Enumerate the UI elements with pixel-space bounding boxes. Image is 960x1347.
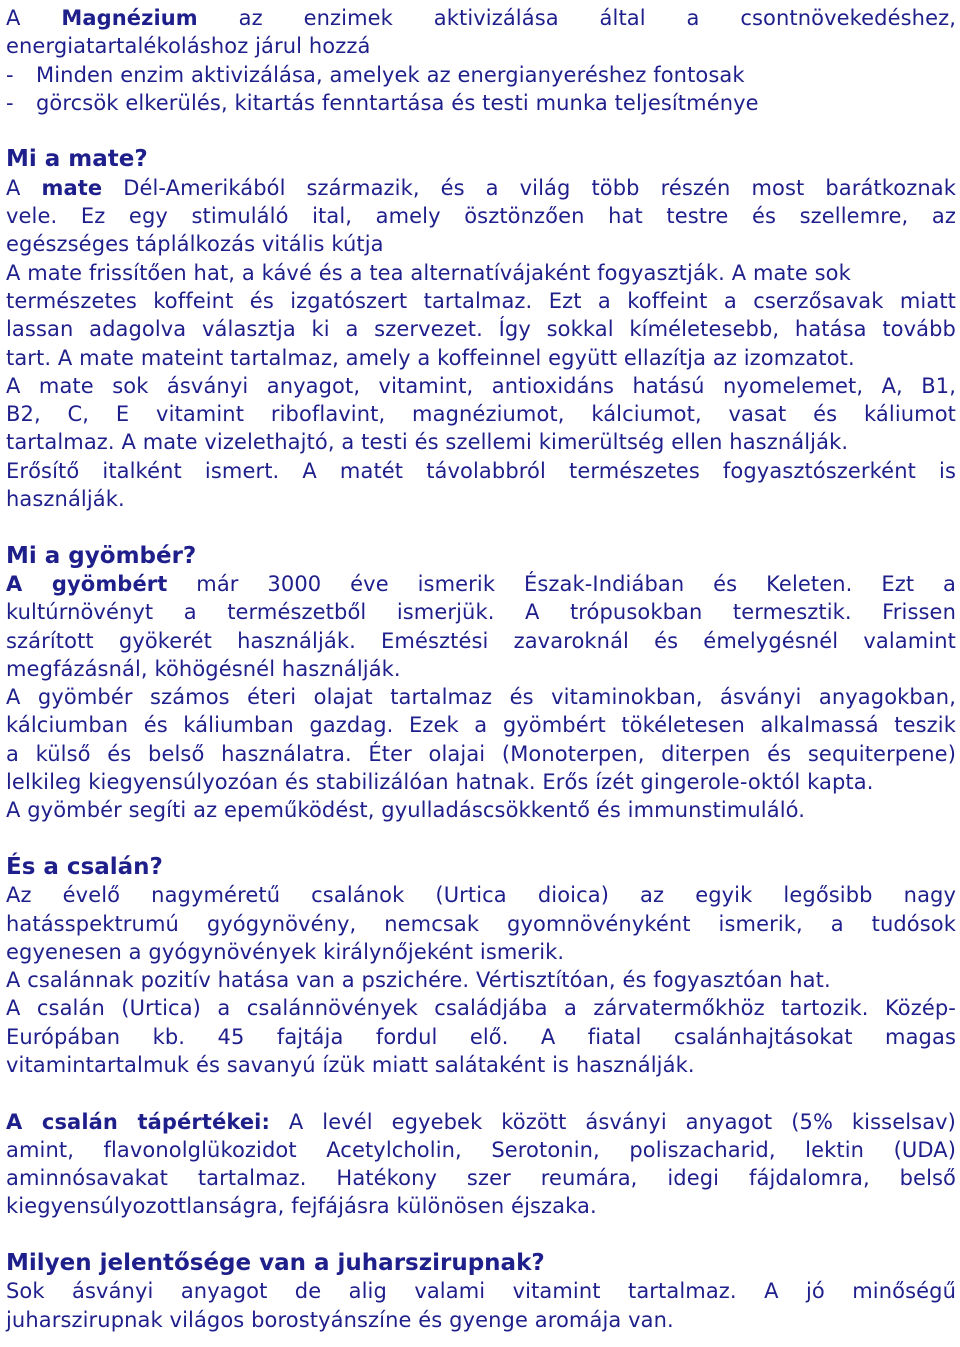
paragraph-line: vitamintartalmuk és savanyú ízük miatt salátaként is használják. [6,1052,695,1077]
paragraph-line: kultúrnövényt a természetből ismerjük. A trópusokban termesztik. Frissen [6,600,956,625]
document-page [6,4,956,1334]
bullet-marker: - [6,90,14,115]
paragraph-line: A gyömbér számos éteri olajat tartalmaz és vitaminokban, ásványi anyagokban, [6,685,956,710]
spacer [6,117,956,145]
paragraph-line: A mate frissítően hat, a kávé és a tea alternatívájaként fogyasztják. A mate sok [6,260,851,285]
paragraph-line: Az évelő nagyméretű csalánok (Urtica dioica) az egyik legősibb nagy [6,883,956,908]
paragraph-line [6,174,956,202]
paragraph-line [6,570,956,598]
bullet-item [6,61,956,89]
spacer [6,513,956,541]
paragraph-line: tart. A mate mateint tartalmaz, amely a koffeinnel együtt ellazítja az izomzatot. [6,345,855,370]
paragraph-line: használják. [6,487,125,512]
paragraph-line: A mate sok ásványi anyagot, vitamint, antioxidáns hatású nyomelemet, A, B1, [6,373,956,398]
magnesium-section [6,4,956,117]
paragraph-line: a külső és belső használatra. Éter olajai (Monoterpen, diterpen és sequiterpene) [6,741,956,766]
paragraph-line: kálciumban és káliumban gazdag. Ezek a gyömbért tökéletesen alkalmassá teszik [6,713,956,738]
maple-heading: Milyen jelentősége van a juharszirupnak? [6,1250,545,1277]
bold-term: A gyömbért [6,571,168,596]
paragraph-line: Sok ásványi anyagot de alig valami vitamint tartalmaz. A jó minőségű [6,1279,956,1304]
paragraph-line [6,1108,956,1136]
paragraph-line: lassan adagolva választja ki a szervezet. Így sokkal kíméletesebb, hatása tovább [6,317,956,342]
ginger-section [6,542,956,825]
spacer [6,825,956,853]
text-fragment: A [6,6,21,30]
paragraph-line: amint, flavonolglükozidot Acetylcholin, Serotonin, poliszacharid, lektin (UDA) [6,1137,956,1162]
bullet-text: görcsök elkerülés, kitartás fenntartása és testi munka teljesítménye [36,90,759,115]
paragraph-line: lelkileg kiegyensúlyozóan és stabilizálóan hatnak. Erős ízét gingerole-októl kapta. [6,770,874,795]
paragraph-line: aminnósavakat tartalmaz. Hatékony szer reumára, idegi fájdalomra, belső [6,1166,956,1191]
text-fragment: A [6,175,42,200]
bold-term: A csalán tápértékei: [6,1109,270,1134]
text-fragment: már 3000 éve ismerik Észak-Indiában és Keleten. Ezt a [167,571,957,596]
paragraph-line: szárított gyökerét használják. Emésztési zavaroknál és émelygésnél valamint [6,628,956,653]
bullet-item [6,89,956,117]
text-fragment: A levél egyebek között ásványi anyagot (5% kisselsav) [269,1109,956,1134]
magnesium-intro-line-2: energiatartalékoláshoz járul hozzá [6,34,371,59]
paragraph-line: természetes koffeint és izgatószert tartalmaz. Ezt a koffeint a cserzősavak miatt [6,288,956,313]
bullet-text: Minden enzim aktivizálása, amelyek az energianyeréshez fontosak [36,62,745,87]
text-fragment: Dél-Amerikából származik, és a világ több részén most barátkoznak [102,175,956,200]
paragraph-line: vele. Ez egy stimuláló ital, amely ösztönzően hat testre és szellemre, az [6,204,956,229]
paragraph-line: egyenesen a gyógynövények királynőjeként ismerik. [6,939,565,964]
paragraph-line: B2, C, E vitamint riboflavint, magnéziumot, kálciumot, vasat és káliumot [6,402,956,427]
mate-section [6,145,956,513]
nettle-heading: És a csalán? [6,853,163,880]
paragraph-line: Európában kb. 45 fajtája fordul elő. A fiatal csalánhajtásokat magas [6,1024,956,1049]
paragraph-line: egészséges táplálkozás vitális kútja [6,232,384,257]
paragraph-line: tartalmaz. A mate vizelethajtó, a testi és szellemi kimerültség ellen használják. [6,430,849,455]
paragraph-line: A gyömbér segíti az epeműködést, gyulladáscsökkentő és immunstimuláló. [6,798,805,823]
paragraph-line: megfázásnál, köhögésnél használják. [6,656,401,681]
paragraph-line: hatásspektrumú gyógynövény, nemcsak gyomnövényként ismerik, a tudósok [6,911,956,936]
magnesium-term: Magnézium [61,6,198,30]
paragraph-line: kiegyensúlyozottlanságra, fejfájásra különösen éjszaka. [6,1194,597,1219]
spacer [6,1221,956,1249]
paragraph-line: A csalánnak pozitív hatása van a pszichére. Vértisztítóan, és fogyasztóan hat. [6,968,831,993]
paragraph-line: A csalán (Urtica) a csalánnövények családjába a zárvatermőkhöz tartozik. Közép- [6,996,956,1021]
nettle-section [6,853,956,1221]
mate-heading: Mi a mate? [6,146,148,173]
paragraph-line: Erősítő italként ismert. A matét távolabbról természetes fogyasztószerként is [6,458,956,483]
spacer [6,1079,956,1107]
maple-section [6,1249,956,1334]
ginger-heading: Mi a gyömbér? [6,542,197,569]
bullet-marker: - [6,62,14,87]
text-fragment: az enzimek aktivizálása által a csontnövekedéshez, [238,6,956,30]
magnesium-intro-line-1 [6,4,956,32]
bold-term: mate [41,175,103,200]
paragraph-line: juharszirupnak világos borostyánszíne és gyenge aromája van. [6,1307,674,1332]
